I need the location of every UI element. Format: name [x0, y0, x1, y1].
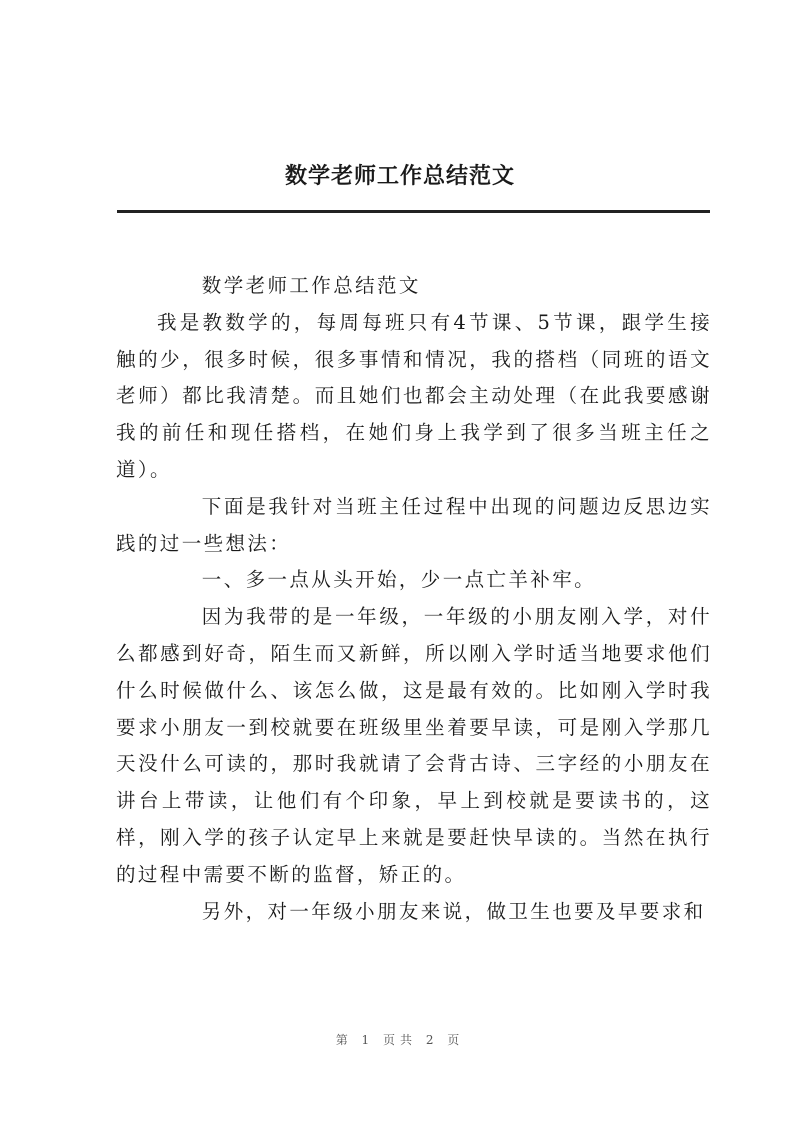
- paragraph: 我是教数学的，每周每班只有4节课、5节课，跟学生接触的少，很多时候，很多事情和情况，我的搭档（同班的语文老师）都比我清楚。而且她们也都会主动处理（在此我要感谢我的前任和现任搭档，在她们身上我学到了很多当班主任之道）。: [116, 310, 712, 481]
- paragraph: 下面是我针对当班主任过程中出现的问题边反思边实践的过一些想法：: [116, 494, 712, 555]
- title-divider: [117, 210, 710, 213]
- paragraph: 因为我带的是一年级，一年级的小朋友刚入学，对什么都感到好奇，陌生而又新鲜，所以刚入学时适当地要求他们什么时候做什么、该怎么做，这是最有效的。比如刚入学时我要求小朋友一到校就要在班级里坐着要早读，可是刚入学那几天没什么可读的，那时我就请了会背古诗、三字经的小朋友在讲台上带读，让他们有个印象，早上到校就是要读书的，这样，刚入学的孩子认定早上来就是要赶快早读的。当然在执行的过程中需要不断的监督，矫正的。: [116, 605, 712, 886]
- body-heading: 数学老师工作总结范文: [201, 274, 421, 297]
- document-body: [116, 268, 712, 930]
- paragraph: 另外，对一年级小朋友来说，做卫生也要及早要求和: [201, 899, 706, 923]
- page-title: 数学老师工作总结范文: [284, 164, 515, 189]
- section-heading: 一、多一点从头开始，少一点亡羊补牢。: [201, 568, 596, 592]
- page-footer: 第 1 页共 2 页: [335, 1033, 465, 1047]
